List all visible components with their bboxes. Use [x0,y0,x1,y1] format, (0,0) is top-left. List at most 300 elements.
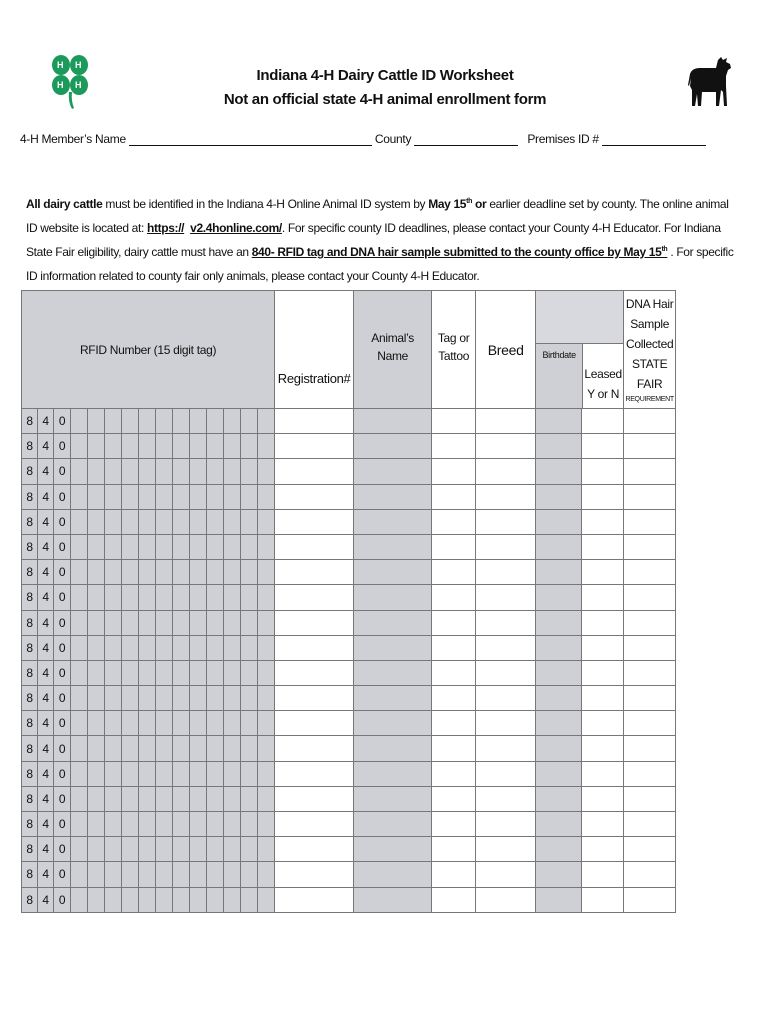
birthdate-cell[interactable] [536,534,582,559]
rfid-digit-cell[interactable] [224,459,241,484]
breed-cell[interactable] [476,409,536,434]
rfid-digit-cell[interactable] [122,484,139,509]
rfid-digit-cell[interactable] [258,736,275,761]
rfid-digit-cell[interactable] [207,560,224,585]
rfid-digit-cell[interactable] [88,711,105,736]
rfid-digit-cell[interactable] [207,434,224,459]
rfid-digit-cell[interactable] [258,711,275,736]
website-link[interactable]: v2.4honline.com/ [190,221,282,235]
registration-cell[interactable] [275,560,354,585]
rfid-digit-cell[interactable] [139,635,156,660]
animal-name-cell[interactable] [354,862,432,887]
rfid-digit-cell[interactable] [258,812,275,837]
rfid-digit-cell[interactable] [207,534,224,559]
rfid-digit-cell[interactable] [224,585,241,610]
dna-sample-cell[interactable] [624,887,676,912]
rfid-digit-cell[interactable] [105,484,122,509]
registration-cell[interactable] [275,812,354,837]
rfid-digit-cell[interactable] [71,786,88,811]
rfid-digit-cell[interactable] [122,862,139,887]
rfid-digit-cell[interactable] [71,660,88,685]
rfid-digit-cell[interactable] [88,610,105,635]
rfid-digit-cell[interactable] [122,837,139,862]
rfid-digit-cell[interactable] [258,585,275,610]
dna-sample-cell[interactable] [624,686,676,711]
rfid-digit-cell[interactable] [88,786,105,811]
rfid-digit-cell[interactable] [88,409,105,434]
rfid-digit-cell[interactable] [88,585,105,610]
rfid-digit-cell[interactable] [71,686,88,711]
tag-tattoo-cell[interactable] [432,837,476,862]
rfid-digit-cell[interactable] [122,887,139,912]
breed-cell[interactable] [476,887,536,912]
rfid-digit-cell[interactable] [122,686,139,711]
rfid-digit-cell[interactable] [156,786,173,811]
rfid-digit-cell[interactable] [139,484,156,509]
rfid-digit-cell[interactable] [71,409,88,434]
leased-cell[interactable] [582,610,624,635]
rfid-digit-cell[interactable] [139,509,156,534]
rfid-digit-cell[interactable] [207,484,224,509]
registration-cell[interactable] [275,786,354,811]
breed-cell[interactable] [476,862,536,887]
registration-cell[interactable] [275,837,354,862]
rfid-digit-cell[interactable] [88,862,105,887]
breed-cell[interactable] [476,812,536,837]
rfid-digit-cell[interactable] [139,786,156,811]
rfid-digit-cell[interactable] [224,635,241,660]
animal-name-cell[interactable] [354,585,432,610]
rfid-digit-cell[interactable] [173,610,190,635]
rfid-digit-cell[interactable] [71,434,88,459]
rfid-digit-cell[interactable] [156,660,173,685]
rfid-digit-cell[interactable] [71,585,88,610]
rfid-digit-cell[interactable] [224,862,241,887]
rfid-digit-cell[interactable] [139,887,156,912]
rfid-digit-cell[interactable] [258,660,275,685]
breed-cell[interactable] [476,837,536,862]
rfid-digit-cell[interactable] [88,534,105,559]
rfid-digit-cell[interactable] [122,660,139,685]
rfid-digit-cell[interactable] [139,837,156,862]
dna-sample-cell[interactable] [624,560,676,585]
rfid-digit-cell[interactable] [139,660,156,685]
rfid-digit-cell[interactable] [207,837,224,862]
registration-cell[interactable] [275,585,354,610]
rfid-digit-cell[interactable] [258,786,275,811]
birthdate-cell[interactable] [536,686,582,711]
leased-cell[interactable] [582,635,624,660]
breed-cell[interactable] [476,534,536,559]
rfid-digit-cell[interactable] [88,686,105,711]
rfid-digit-cell[interactable] [207,761,224,786]
birthdate-cell[interactable] [536,610,582,635]
rfid-digit-cell[interactable] [224,887,241,912]
registration-cell[interactable] [275,862,354,887]
rfid-digit-cell[interactable] [173,686,190,711]
rfid-digit-cell[interactable] [258,409,275,434]
rfid-digit-cell[interactable] [156,409,173,434]
rfid-digit-cell[interactable] [207,862,224,887]
rfid-digit-cell[interactable] [258,887,275,912]
birthdate-cell[interactable] [536,837,582,862]
rfid-digit-cell[interactable] [156,887,173,912]
leased-cell[interactable] [582,509,624,534]
tag-tattoo-cell[interactable] [432,812,476,837]
tag-tattoo-cell[interactable] [432,887,476,912]
rfid-digit-cell[interactable] [156,610,173,635]
tag-tattoo-cell[interactable] [432,434,476,459]
animal-name-cell[interactable] [354,686,432,711]
animal-name-cell[interactable] [354,837,432,862]
rfid-digit-cell[interactable] [241,585,258,610]
rfid-digit-cell[interactable] [173,585,190,610]
animal-name-cell[interactable] [354,887,432,912]
tag-tattoo-cell[interactable] [432,711,476,736]
breed-cell[interactable] [476,459,536,484]
tag-tattoo-cell[interactable] [432,585,476,610]
dna-sample-cell[interactable] [624,736,676,761]
rfid-digit-cell[interactable] [224,560,241,585]
rfid-digit-cell[interactable] [88,887,105,912]
dna-sample-cell[interactable] [624,660,676,685]
rfid-digit-cell[interactable] [156,862,173,887]
rfid-digit-cell[interactable] [156,434,173,459]
premises-id-field[interactable] [602,133,706,146]
birthdate-cell[interactable] [536,786,582,811]
rfid-digit-cell[interactable] [258,635,275,660]
rfid-digit-cell[interactable] [105,434,122,459]
tag-tattoo-cell[interactable] [432,660,476,685]
rfid-digit-cell[interactable] [71,736,88,761]
rfid-digit-cell[interactable] [71,761,88,786]
rfid-digit-cell[interactable] [173,560,190,585]
rfid-digit-cell[interactable] [241,761,258,786]
rfid-digit-cell[interactable] [241,887,258,912]
dna-sample-cell[interactable] [624,534,676,559]
rfid-digit-cell[interactable] [258,534,275,559]
rfid-digit-cell[interactable] [190,736,207,761]
rfid-digit-cell[interactable] [241,862,258,887]
rfid-digit-cell[interactable] [224,660,241,685]
leased-cell[interactable] [582,786,624,811]
rfid-digit-cell[interactable] [105,736,122,761]
rfid-digit-cell[interactable] [224,837,241,862]
birthdate-cell[interactable] [536,409,582,434]
rfid-digit-cell[interactable] [139,610,156,635]
birthdate-cell[interactable] [536,711,582,736]
animal-name-cell[interactable] [354,610,432,635]
breed-cell[interactable] [476,660,536,685]
rfid-digit-cell[interactable] [190,534,207,559]
registration-cell[interactable] [275,711,354,736]
animal-name-cell[interactable] [354,409,432,434]
rfid-digit-cell[interactable] [71,862,88,887]
rfid-digit-cell[interactable] [139,585,156,610]
tag-tattoo-cell[interactable] [432,610,476,635]
rfid-digit-cell[interactable] [207,887,224,912]
birthdate-cell[interactable] [536,812,582,837]
tag-tattoo-cell[interactable] [432,635,476,660]
animal-name-cell[interactable] [354,812,432,837]
rfid-digit-cell[interactable] [207,812,224,837]
tag-tattoo-cell[interactable] [432,534,476,559]
rfid-digit-cell[interactable] [105,711,122,736]
rfid-digit-cell[interactable] [122,761,139,786]
member-name-field[interactable] [129,133,372,146]
rfid-digit-cell[interactable] [156,585,173,610]
rfid-digit-cell[interactable] [207,509,224,534]
rfid-digit-cell[interactable] [207,610,224,635]
rfid-digit-cell[interactable] [173,660,190,685]
birthdate-cell[interactable] [536,635,582,660]
leased-cell[interactable] [582,534,624,559]
rfid-digit-cell[interactable] [258,837,275,862]
registration-cell[interactable] [275,459,354,484]
rfid-digit-cell[interactable] [139,736,156,761]
rfid-digit-cell[interactable] [122,635,139,660]
birthdate-cell[interactable] [536,887,582,912]
tag-tattoo-cell[interactable] [432,786,476,811]
rfid-digit-cell[interactable] [122,560,139,585]
animal-name-cell[interactable] [354,459,432,484]
breed-cell[interactable] [476,585,536,610]
animal-name-cell[interactable] [354,534,432,559]
rfid-digit-cell[interactable] [241,736,258,761]
rfid-digit-cell[interactable] [173,862,190,887]
rfid-digit-cell[interactable] [190,837,207,862]
rfid-digit-cell[interactable] [105,686,122,711]
breed-cell[interactable] [476,484,536,509]
registration-cell[interactable] [275,610,354,635]
rfid-digit-cell[interactable] [241,812,258,837]
birthdate-cell[interactable] [536,585,582,610]
rfid-digit-cell[interactable] [105,459,122,484]
rfid-digit-cell[interactable] [258,459,275,484]
birthdate-cell[interactable] [536,484,582,509]
rfid-digit-cell[interactable] [241,534,258,559]
rfid-digit-cell[interactable] [241,711,258,736]
rfid-digit-cell[interactable] [105,761,122,786]
rfid-digit-cell[interactable] [88,812,105,837]
rfid-digit-cell[interactable] [173,509,190,534]
registration-cell[interactable] [275,660,354,685]
leased-cell[interactable] [582,686,624,711]
rfid-digit-cell[interactable] [207,711,224,736]
rfid-digit-cell[interactable] [241,560,258,585]
rfid-digit-cell[interactable] [156,459,173,484]
rfid-digit-cell[interactable] [241,686,258,711]
rfid-digit-cell[interactable] [190,761,207,786]
rfid-digit-cell[interactable] [190,887,207,912]
dna-sample-cell[interactable] [624,837,676,862]
breed-cell[interactable] [476,686,536,711]
breed-cell[interactable] [476,761,536,786]
rfid-digit-cell[interactable] [258,686,275,711]
leased-cell[interactable] [582,711,624,736]
birthdate-cell[interactable] [536,862,582,887]
animal-name-cell[interactable] [354,484,432,509]
rfid-digit-cell[interactable] [241,786,258,811]
rfid-digit-cell[interactable] [139,534,156,559]
rfid-digit-cell[interactable] [190,635,207,660]
dna-sample-cell[interactable] [624,610,676,635]
tag-tattoo-cell[interactable] [432,736,476,761]
breed-cell[interactable] [476,560,536,585]
rfid-digit-cell[interactable] [224,610,241,635]
rfid-digit-cell[interactable] [71,635,88,660]
registration-cell[interactable] [275,761,354,786]
rfid-digit-cell[interactable] [258,862,275,887]
rfid-digit-cell[interactable] [71,534,88,559]
registration-cell[interactable] [275,484,354,509]
rfid-digit-cell[interactable] [207,409,224,434]
rfid-digit-cell[interactable] [139,409,156,434]
animal-name-cell[interactable] [354,786,432,811]
rfid-digit-cell[interactable] [139,761,156,786]
rfid-digit-cell[interactable] [241,660,258,685]
rfid-digit-cell[interactable] [224,534,241,559]
rfid-digit-cell[interactable] [71,837,88,862]
dna-sample-cell[interactable] [624,484,676,509]
rfid-digit-cell[interactable] [241,837,258,862]
rfid-digit-cell[interactable] [241,409,258,434]
rfid-digit-cell[interactable] [139,434,156,459]
leased-cell[interactable] [582,560,624,585]
rfid-digit-cell[interactable] [156,711,173,736]
birthdate-cell[interactable] [536,434,582,459]
rfid-digit-cell[interactable] [88,560,105,585]
rfid-digit-cell[interactable] [88,509,105,534]
rfid-digit-cell[interactable] [241,610,258,635]
rfid-digit-cell[interactable] [105,534,122,559]
rfid-digit-cell[interactable] [122,812,139,837]
rfid-digit-cell[interactable] [224,484,241,509]
rfid-digit-cell[interactable] [241,484,258,509]
rfid-digit-cell[interactable] [156,837,173,862]
rfid-digit-cell[interactable] [258,509,275,534]
birthdate-cell[interactable] [536,761,582,786]
leased-cell[interactable] [582,736,624,761]
rfid-digit-cell[interactable] [156,686,173,711]
animal-name-cell[interactable] [354,660,432,685]
breed-cell[interactable] [476,711,536,736]
dna-sample-cell[interactable] [624,459,676,484]
dna-sample-cell[interactable] [624,812,676,837]
rfid-digit-cell[interactable] [88,660,105,685]
rfid-digit-cell[interactable] [173,837,190,862]
rfid-digit-cell[interactable] [224,711,241,736]
rfid-digit-cell[interactable] [173,786,190,811]
leased-cell[interactable] [582,409,624,434]
rfid-digit-cell[interactable] [173,635,190,660]
dna-sample-cell[interactable] [624,585,676,610]
breed-cell[interactable] [476,635,536,660]
rfid-digit-cell[interactable] [173,534,190,559]
rfid-digit-cell[interactable] [105,585,122,610]
rfid-digit-cell[interactable] [105,560,122,585]
rfid-digit-cell[interactable] [156,560,173,585]
animal-name-cell[interactable] [354,509,432,534]
rfid-digit-cell[interactable] [156,761,173,786]
rfid-digit-cell[interactable] [224,509,241,534]
rfid-digit-cell[interactable] [258,560,275,585]
rfid-digit-cell[interactable] [105,509,122,534]
rfid-digit-cell[interactable] [190,459,207,484]
rfid-digit-cell[interactable] [88,434,105,459]
rfid-digit-cell[interactable] [241,635,258,660]
tag-tattoo-cell[interactable] [432,862,476,887]
tag-tattoo-cell[interactable] [432,761,476,786]
breed-cell[interactable] [476,610,536,635]
rfid-digit-cell[interactable] [190,686,207,711]
rfid-digit-cell[interactable] [207,660,224,685]
rfid-digit-cell[interactable] [190,434,207,459]
rfid-digit-cell[interactable] [173,409,190,434]
rfid-digit-cell[interactable] [258,434,275,459]
breed-cell[interactable] [476,786,536,811]
rfid-digit-cell[interactable] [71,560,88,585]
rfid-digit-cell[interactable] [190,509,207,534]
rfid-digit-cell[interactable] [173,736,190,761]
rfid-digit-cell[interactable] [122,459,139,484]
leased-cell[interactable] [582,459,624,484]
dna-sample-cell[interactable] [624,862,676,887]
registration-cell[interactable] [275,736,354,761]
registration-cell[interactable] [275,434,354,459]
rfid-digit-cell[interactable] [105,786,122,811]
dna-sample-cell[interactable] [624,409,676,434]
rfid-digit-cell[interactable] [156,812,173,837]
rfid-digit-cell[interactable] [139,459,156,484]
rfid-digit-cell[interactable] [139,862,156,887]
rfid-digit-cell[interactable] [88,736,105,761]
leased-cell[interactable] [582,812,624,837]
animal-name-cell[interactable] [354,761,432,786]
rfid-digit-cell[interactable] [122,610,139,635]
rfid-digit-cell[interactable] [105,635,122,660]
rfid-digit-cell[interactable] [71,484,88,509]
rfid-digit-cell[interactable] [190,409,207,434]
breed-cell[interactable] [476,509,536,534]
rfid-digit-cell[interactable] [224,434,241,459]
rfid-digit-cell[interactable] [224,736,241,761]
registration-cell[interactable] [275,635,354,660]
rfid-digit-cell[interactable] [258,484,275,509]
dna-sample-cell[interactable] [624,761,676,786]
breed-cell[interactable] [476,434,536,459]
tag-tattoo-cell[interactable] [432,484,476,509]
breed-cell[interactable] [476,736,536,761]
rfid-digit-cell[interactable] [122,585,139,610]
rfid-digit-cell[interactable] [190,560,207,585]
rfid-digit-cell[interactable] [122,736,139,761]
rfid-digit-cell[interactable] [207,459,224,484]
rfid-digit-cell[interactable] [190,660,207,685]
rfid-digit-cell[interactable] [224,786,241,811]
tag-tattoo-cell[interactable] [432,686,476,711]
registration-cell[interactable] [275,509,354,534]
tag-tattoo-cell[interactable] [432,509,476,534]
leased-cell[interactable] [582,837,624,862]
rfid-digit-cell[interactable] [122,409,139,434]
rfid-digit-cell[interactable] [156,736,173,761]
leased-cell[interactable] [582,862,624,887]
rfid-digit-cell[interactable] [105,660,122,685]
leased-cell[interactable] [582,434,624,459]
rfid-digit-cell[interactable] [241,434,258,459]
rfid-digit-cell[interactable] [88,459,105,484]
